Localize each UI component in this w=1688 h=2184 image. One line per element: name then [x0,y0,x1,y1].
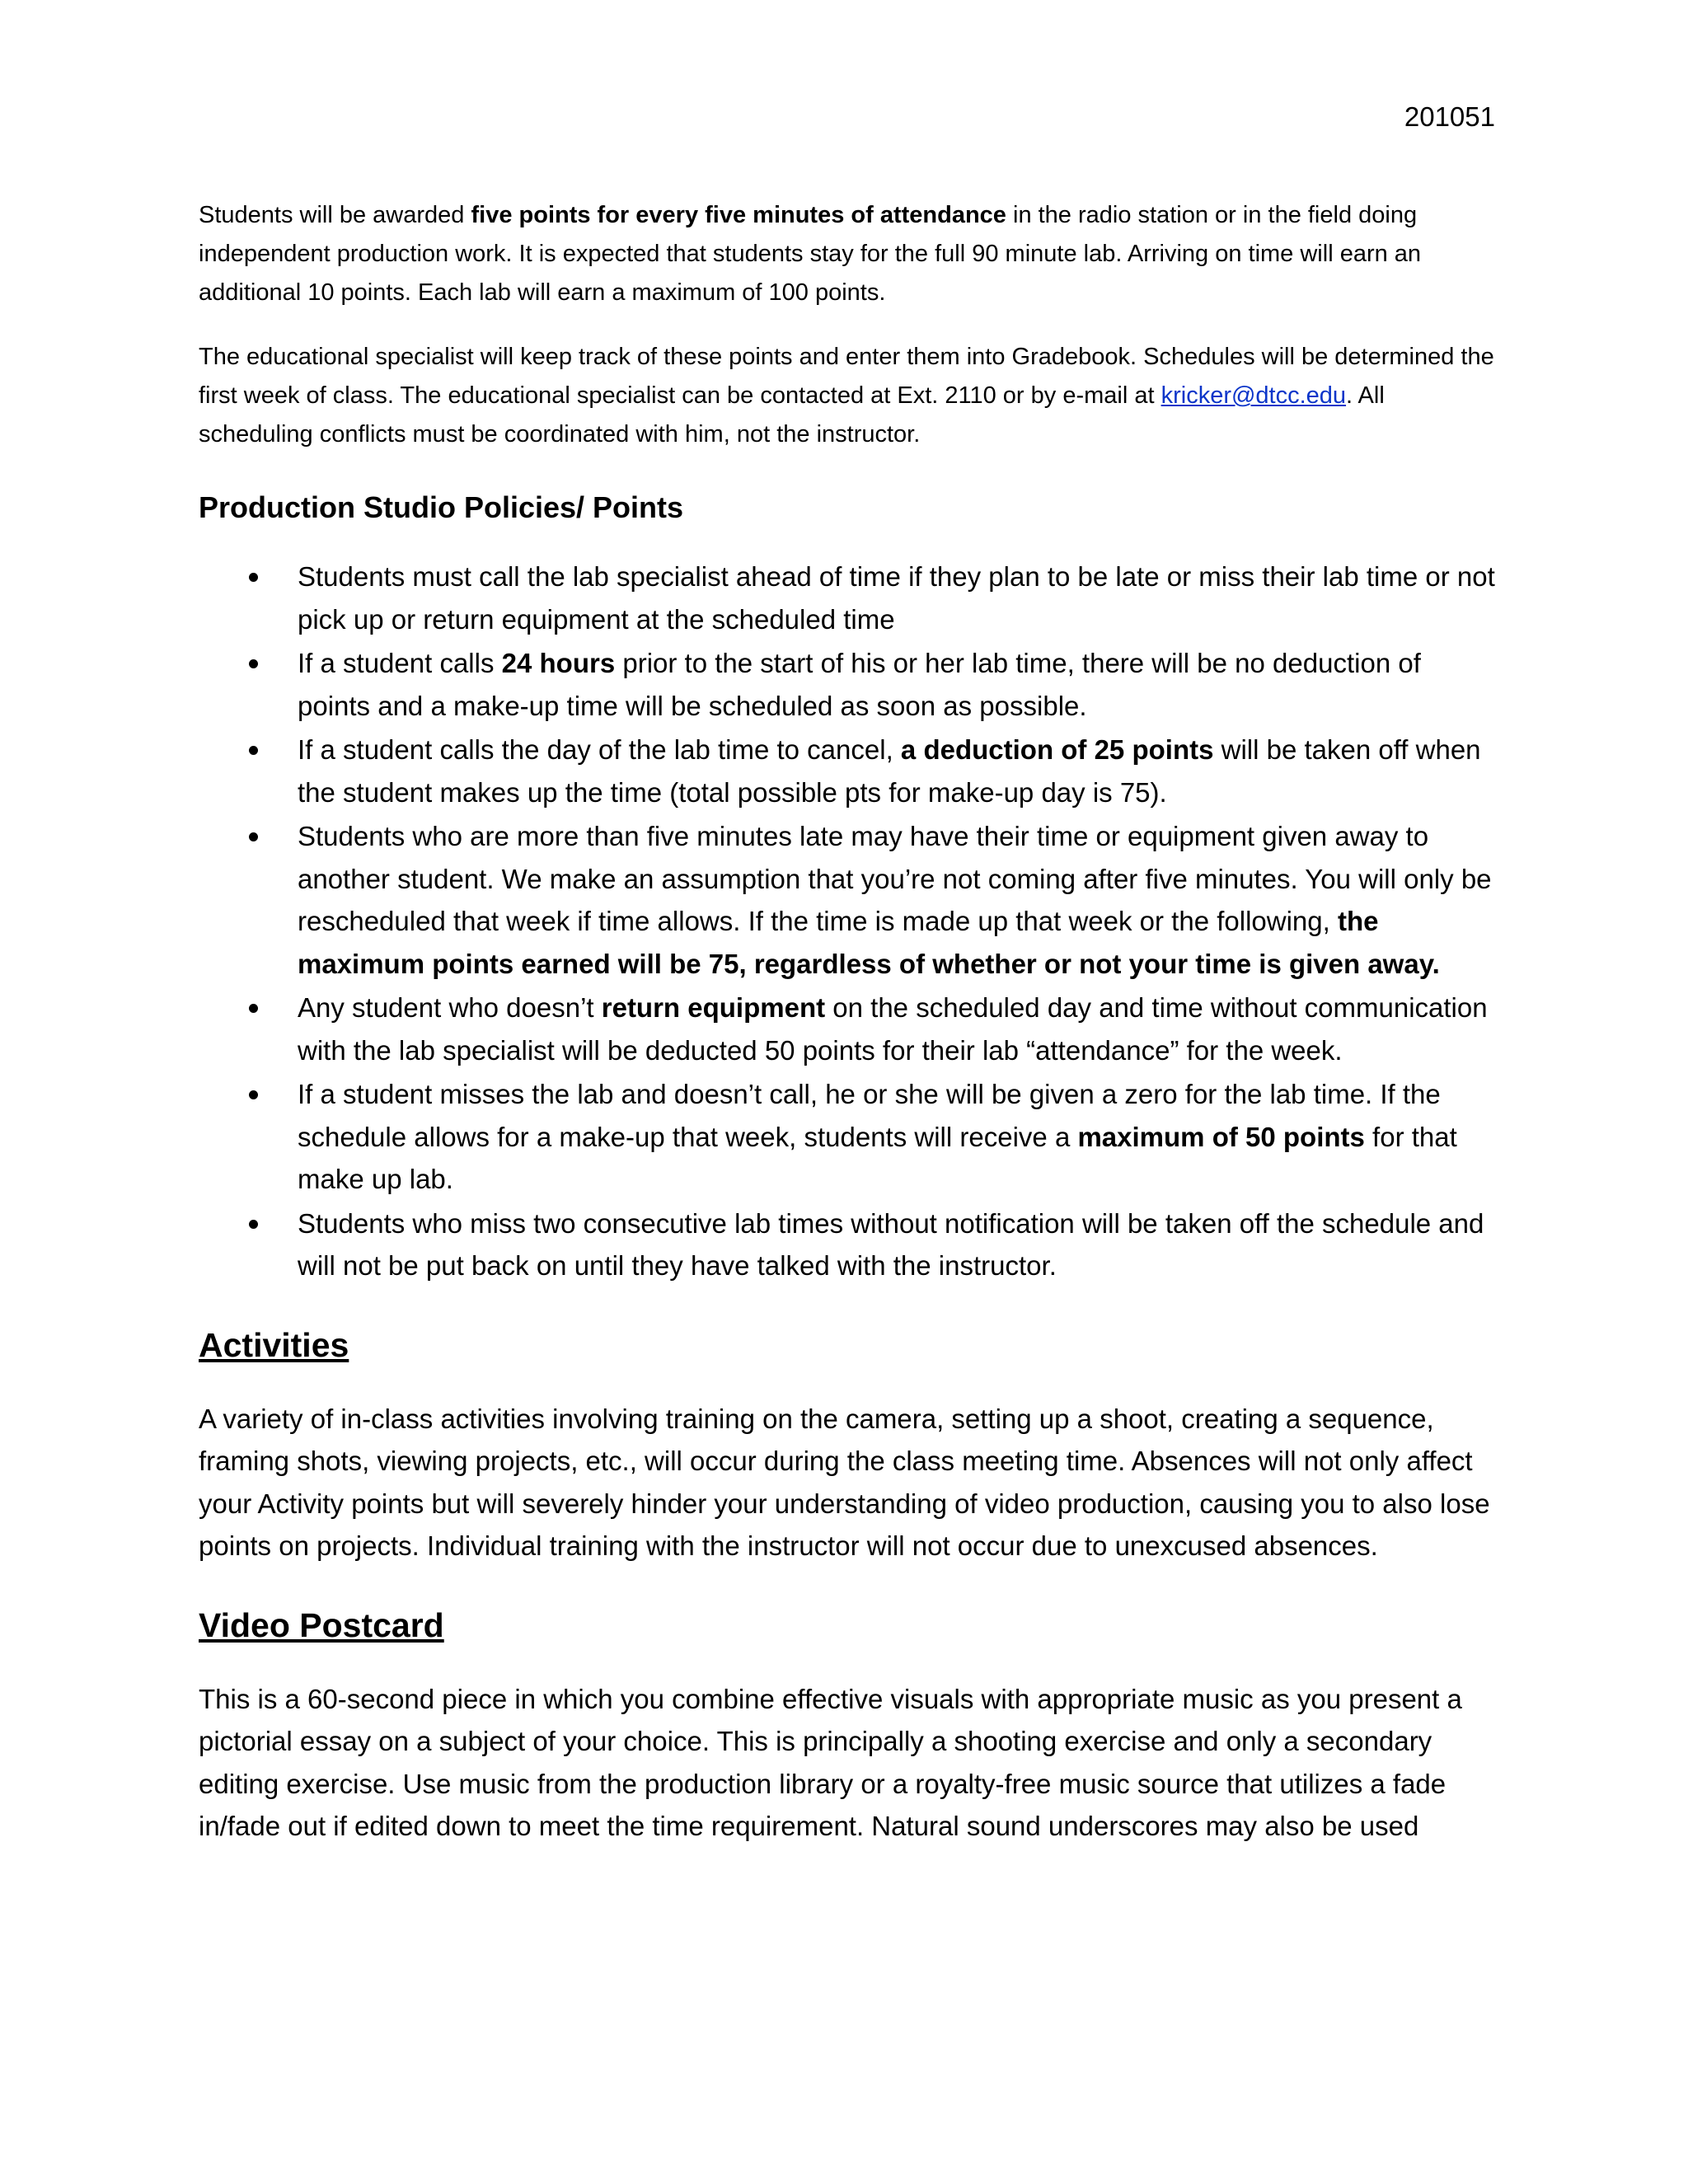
bullet-icon [249,573,258,582]
bullet-icon [249,1220,258,1229]
activities-paragraph: A variety of in-class activities involving training on the camera, setting up a shoot, creating a sequence, framing shots, viewing projects, etc., will occur during the class meeting time. Absences will not only affect your Activity points but will severely hinder your understanding of video production, causing you to also lose points on projects. Individual training with the instructor will not occur due to unexcused absences. [199,1403,1490,1561]
text-run: Students must call the lab specialist ahead of time if they plan to be late or miss their lab time or not pick up or return equipment at the scheduled time [298,561,1495,635]
bullet-icon [249,1090,258,1099]
video-postcard-heading: Video Postcard [199,1605,444,1644]
text-run: Students will be awarded [199,202,471,228]
text-run: If a student calls the day of the lab time to cancel, [298,734,901,765]
text-run: will be taken off when the student makes up the time (total possible pts for make-up day is 75). [298,734,1481,808]
video-postcard-paragraph: This is a 60-second piece in which you combine effective visuals with appropriate music as you present a pictorial essay on a subject of your choice. This is principally a shooting exercise and only a secondary editing exercise. Use music from the production library or a royalty-free music source that utilizes a fade in/fade out if edited down to meet the time requirement. Natural sound underscores may also be used [199,1683,1462,1841]
bullet-icon [249,832,258,841]
bold-text: five points for every five minutes of attendance [471,202,1006,228]
text-run: prior to the start of his or her lab time, there will be no deduction of points and a make-up time will be scheduled as soon as possible. [298,648,1421,721]
text-run: If a student misses the lab and doesn’t call, he or she will be given a zero for the lab time. If the schedule allows for a make-up that week, students will receive a [298,1079,1441,1152]
text-run: for that make up lab. [298,1121,1457,1194]
bullet-icon [249,1004,258,1013]
contact-text: The educational specialist will keep track of these points and enter them into Gradebook. Schedules will be determined the first week of class. The educational specialist can be contacted at Ext. 2110 or by e-mail at [199,344,1494,409]
document-body [199,196,1499,1848]
policy-list-item [199,729,1499,813]
policy-list-item [199,987,1499,1071]
activities-heading: Activities [199,1325,349,1364]
policy-list-item [199,642,1499,727]
text-run: on the scheduled day and time without communication with the lab specialist will be deducted 50 points for their lab “attendance” for the week. [298,992,1488,1066]
document-id: 201051 [1404,101,1495,132]
intro-paragraph-points [199,196,1499,312]
bold-text: return equipment [601,992,826,1023]
text-run: Any student who doesn’t [298,992,602,1023]
bold-text: the maximum points earned will be 75, regardless of whether or not your time is given away. [298,906,1440,979]
contact-text-end: . All scheduling conflicts must be coordinated with him, not the instructor. [199,382,1385,448]
policy-list-item [199,1073,1499,1201]
bold-text: maximum of 50 points [1077,1121,1365,1152]
text-run: Students who miss two consecutive lab times without notification will be taken off the schedule and will not be put back on until they have talked with the instructor. [298,1207,1484,1281]
bullet-icon [249,659,258,668]
bold-text: 24 hours [501,648,616,678]
text-run: If a student calls [298,648,502,678]
policies-list [199,555,1499,1287]
policy-list-item [199,815,1499,985]
email-link[interactable]: kricker@dtcc.edu [1160,382,1347,409]
bold-text: a deduction of 25 points [900,734,1214,765]
bullet-icon [249,746,258,755]
policies-heading: Production Studio Policies/ Points [199,490,684,524]
intro-paragraph-contact [199,338,1499,454]
policy-list-item [199,1202,1499,1287]
text-run: Students who are more than five minutes late may have their time or equipment given away to another student. We make an assumption that you’re not coming after five minutes. You will only be rescheduled that week if time allows. If the time is made up that week or the following, [298,821,1492,936]
policy-list-item [199,555,1499,640]
text-run: in the radio station or in the field doing independent production work. It is expected that students stay for the full 90 minute lab. Arriving on time will earn an additional 10 points. Each lab will earn a maximum of 100 points. [199,202,1422,306]
